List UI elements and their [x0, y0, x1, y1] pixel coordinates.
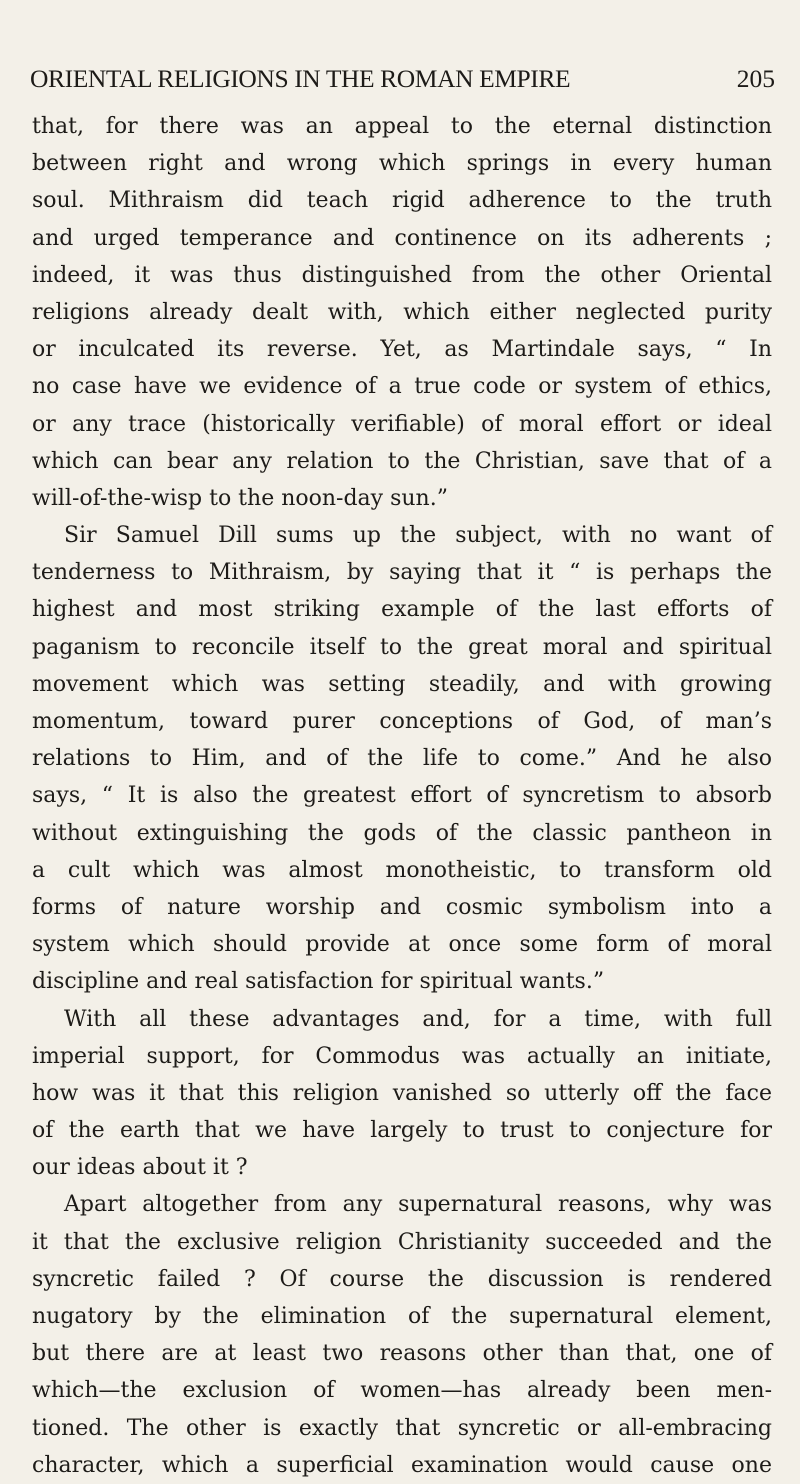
paragraph [32, 517, 772, 1000]
text-line: that, for there was an appeal to the eternal distinction [32, 114, 772, 139]
body-text [32, 108, 772, 1484]
text-line: character, which a superficial examination would cause one [32, 1452, 772, 1478]
text-line: imperial support, for Commodus was actually an initiate, [32, 1043, 772, 1069]
text-line: will-of-the-wisp to the noon-day sun.” [32, 485, 448, 511]
text-line: no case have we evidence of a true code or system of ethics, [32, 374, 772, 400]
text-line: or any trace (historically verifiable) of moral effort or ideal [32, 411, 772, 437]
text-line: paganism to reconcile itself to the great moral and spiritual [32, 634, 772, 660]
text-line: without extinguishing the gods of the classic pantheon in [32, 820, 772, 846]
text-line: discipline and real satisfaction for spiritual wants.” [32, 969, 605, 995]
text-line: tioned. The other is exactly that syncretic or all-embracing [32, 1415, 772, 1441]
text-line: With all these advantages and, for a time, with full [64, 1006, 772, 1032]
text-line: soul. Mithraism did teach rigid adherence to the truth [32, 188, 772, 214]
text-line: our ideas about it ? [32, 1155, 248, 1181]
text-line: but there are at least two reasons other than that, one of [32, 1341, 772, 1367]
text-line: movement which was setting steadily, and with growing [32, 671, 772, 697]
text-line: or inculcated its reverse. Yet, as Martindale says, “ In [32, 337, 772, 363]
text-line: which can bear any relation to the Christian, save that of a [32, 448, 772, 474]
text-line: forms of nature worship and cosmic symbolism into a [32, 894, 772, 920]
text-line: religions already dealt with, which either neglected purity [32, 299, 772, 325]
text-line: Apart altogether from any supernatural reasons, why was [64, 1192, 772, 1218]
text-line: syncretic failed ? Of course the discussion is rendered [32, 1266, 772, 1292]
paragraph [32, 1001, 772, 1187]
paragraph [32, 108, 772, 517]
text-line: tenderness to Mithraism, by saying that it “ is perhaps the [32, 560, 772, 586]
text-line: relations to Him, and of the life to come.” And he also [32, 746, 772, 772]
page-number: 205 [736, 64, 775, 93]
text-line: how was it that this religion vanished so utterly off the face [32, 1080, 772, 1106]
text-line: nugatory by the elimination of the supernatural element, [32, 1304, 772, 1329]
text-line: between right and wrong which springs in every human [32, 151, 772, 177]
text-line: of the earth that we have largely to trust to conjecture for [32, 1118, 772, 1144]
text-line: which—the exclusion of women—has already been men- [32, 1378, 772, 1404]
text-line: momentum, toward purer conceptions of God, of man’s [32, 709, 772, 734]
text-line: a cult which was almost monotheistic, to transform old [32, 857, 772, 883]
paragraph [32, 1186, 772, 1484]
running-head-title: ORIENTAL RELIGIONS IN THE ROMAN EMPIRE [30, 64, 571, 93]
text-line: highest and most striking example of the last efforts of [32, 597, 772, 623]
text-line: system which should provide at once some form of moral [32, 932, 772, 958]
text-line: and urged temperance and continence on its adherents ; [32, 225, 772, 251]
running-head [30, 64, 775, 94]
text-line: it that the exclusive religion Christianity succeeded and the [32, 1229, 772, 1255]
text-line: Sir Samuel Dill sums up the subject, with no want of [64, 523, 772, 549]
text-line: indeed, it was thus distinguished from the other Oriental [32, 262, 772, 288]
text-line: says, “ It is also the greatest effort of syncretism to absorb [32, 783, 772, 809]
